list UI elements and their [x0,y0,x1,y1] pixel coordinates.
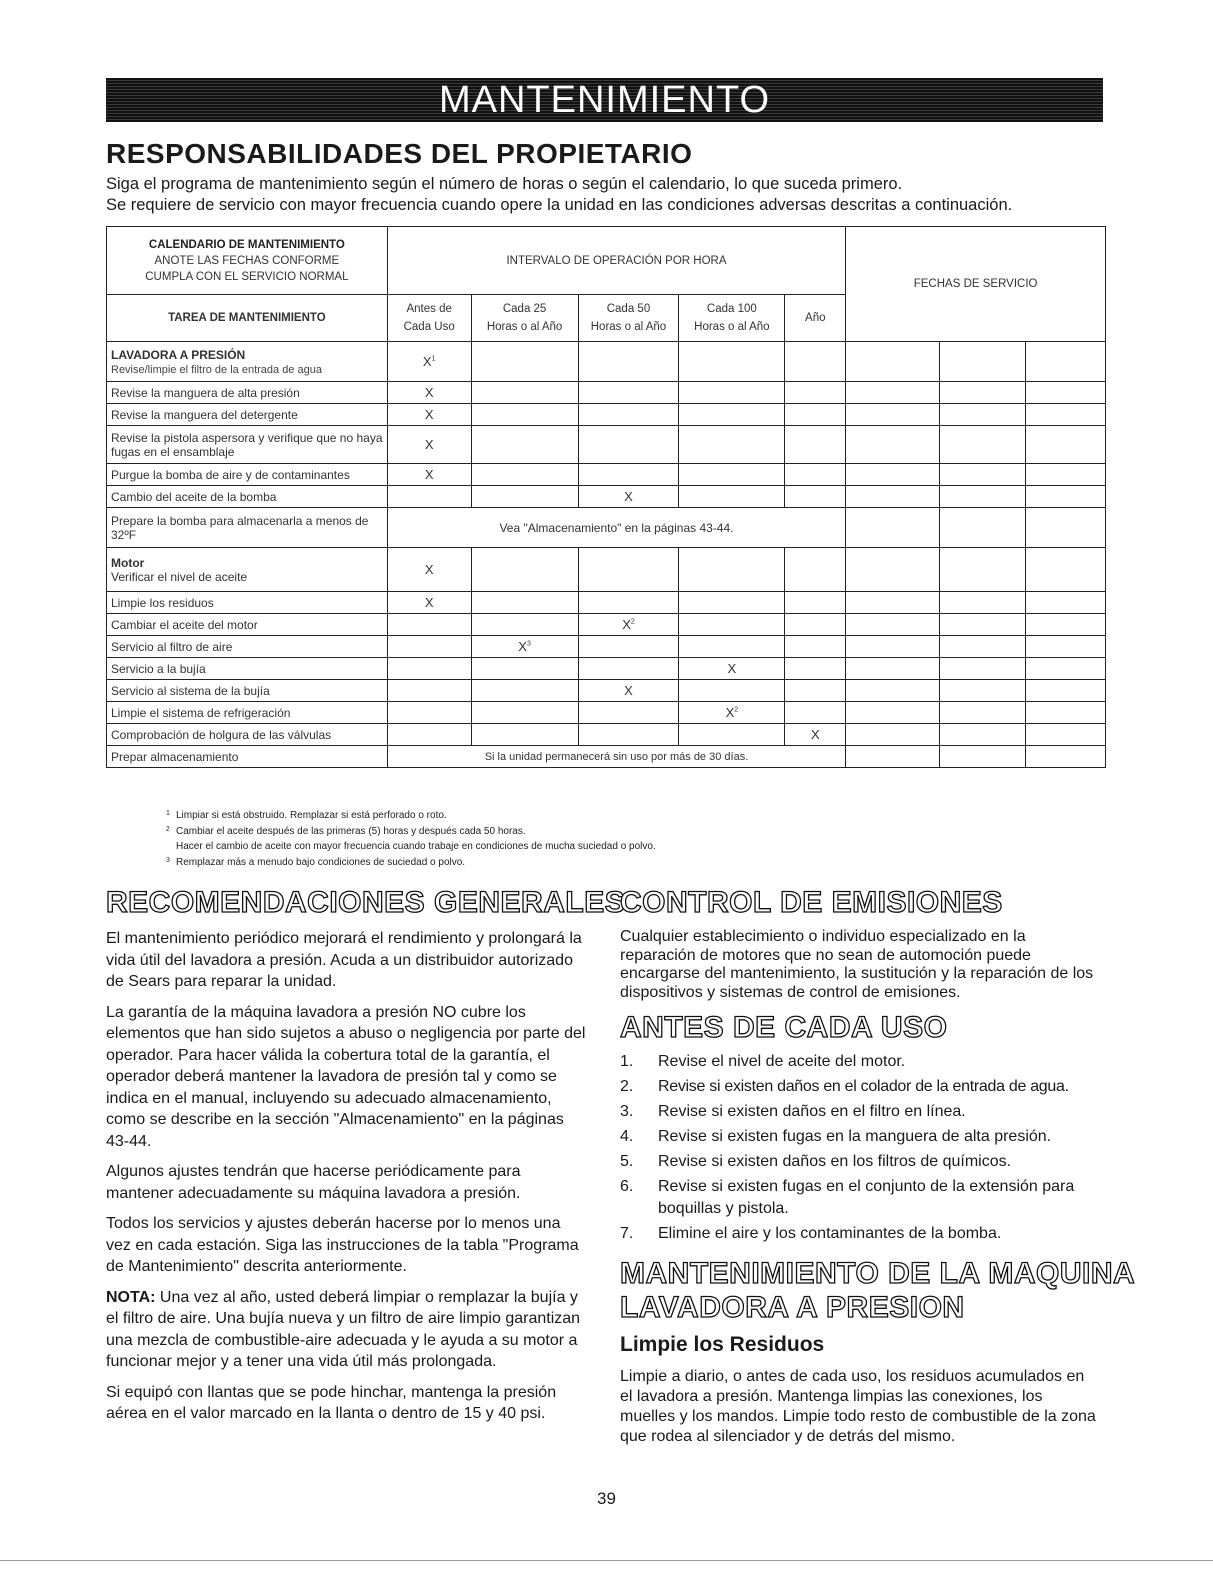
mark-x: X [387,382,471,404]
mark [578,614,679,636]
mark-x: X [387,426,471,464]
emissions-paragraph: Cualquier establecimiento o individuo especializado en la reparación de motores que no sean de automoción puede encargarse del mantenimiento, la sustitución y la reparación de los dispositivos y sistemas de control de emisiones. [620,928,1094,1001]
task-label: Limpie los residuos [107,592,388,614]
step-number: 7. [620,1225,634,1242]
footnote-text: Hacer el cambio de aceite con mayor frecuencia cuando trabaje en condiciones de mucha suciedad o polvo. [176,841,656,852]
footnote-text: Cambiar el aceite después de las primeras (5) horas y después cada 50 horas. [176,825,526,837]
task-label: Purgue la bomba de aire y de contaminantes [107,464,388,486]
general-paragraph: Algunos ajustes tendrán que hacerse periódicamente para mantener adecuadamente su máquina lavadora a presión. [106,1163,521,1202]
task-label: Revise la manguera del detergente [107,404,388,426]
list-item [620,1176,1120,1220]
emissions-body [620,928,1100,1011]
list-item [620,1051,1120,1073]
general-paragraph: El mantenimiento periódico mejorará el rendimiento y prolongará la vida útil del lavadora a presión. Acuda a un distribuidor autorizado de Sears para reparar la unidad. [106,930,582,990]
mark-x: X [387,548,471,592]
mark-x: X [679,658,785,680]
col-100h [679,295,785,342]
list-item [620,1223,1120,1245]
task-label: Servicio al filtro de aire [107,636,388,658]
mark-x: X [725,705,735,720]
machine-heading-line2: LAVADORA A PRESION [620,1291,965,1324]
row-note: Si la unidad permanecerá sin uso por más de 30 días. [387,746,846,768]
mark-x: X [518,639,527,654]
section-washer: LAVADORA A PRESIÓN [111,347,246,362]
mark-x: X [387,592,471,614]
section-motor: Motor [111,555,145,570]
mark-x: X [387,404,471,426]
task-label: Revise la manguera de alta presión [107,382,388,404]
col-50h-l2: Horas o al Año [590,321,667,333]
col-before-use-l2: Cada Uso [403,321,455,333]
col-before-use-l1: Antes de [406,303,452,315]
machine-body [620,1367,1100,1456]
general-paragraph: Todos los servicios y ajustes deberán hacerse por lo menos una vez en cada estación. Siga las instrucciones de la tabla "Programa de Mantenimiento" descrita anteriormente. [106,1215,579,1275]
row-note: Vea "Almacenamiento" en la páginas 43-44. [387,508,846,548]
bottom-rule [0,1560,1213,1561]
task-label: Servicio al sistema de la bujía [107,680,388,702]
col-50h [578,295,679,342]
mark-x: X [622,617,631,632]
step-text: Revise si existen fugas en la manguera de alta presión. [658,1128,1052,1145]
task-label: Cambiar el aceite del motor [107,614,388,636]
footnotes [166,808,656,870]
col-year: Año [785,295,846,342]
owner-intro [106,174,1106,216]
mark-x: X [785,724,846,746]
note-label: NOTA: [106,1288,156,1306]
task-label: Servicio a la bujía [107,658,388,680]
machine-heading-line1: MANTENIMIENTO DE LA MAQUINA [620,1257,1136,1290]
step-text: Revise el nivel de aceite del motor. [658,1053,906,1070]
footnote-marker: 1 [166,810,170,817]
task-header: TAREA DE MANTENIMIENTO [107,295,388,342]
col-25h-l1: Cada 25 [502,303,547,315]
col-25h [471,295,578,342]
mark [679,702,785,724]
mark-sup: 2 [630,618,635,626]
before-use-heading: ANTES DE CADA USO [620,1011,948,1044]
interval-header: INTERVALO DE OPERACIÓN POR HORA [387,227,846,295]
step-text: Revise si existen daños en el filtro en línea. [658,1103,966,1120]
footnote-text: Remplazar más a menudo bajo condiciones de suciedad o polvo. [176,856,466,868]
calendar-header [107,227,388,295]
step-text: Revise si existen daños en los filtros de químicos. [658,1153,1012,1170]
mark [387,342,471,382]
list-item [620,1126,1120,1148]
step-text: Revise si existen daños en el colador de la entrada de agua. [658,1078,1069,1095]
intro-line-1: Siga el programa de mantenimiento según el número de horas o según el calendario, lo que suceda primero. [106,175,903,193]
general-paragraph: Si equipó con llantas que se pode hinchar, mantenga la presión aérea en el valor marcado en la llanta o dentro de 15 y 40 psi. [106,1383,557,1422]
clean-debris-subheading: Limpie los Residuos [620,1333,825,1356]
step-number: 4. [620,1128,634,1145]
step-number: 5. [620,1153,634,1170]
col-25h-l2: Horas o al Año [486,321,563,333]
owner-heading: RESPONSABILIDADES DEL PROPIETARIO [106,138,693,169]
table-row-task [107,342,388,382]
task-label: Revise la pistola aspersora y verifique que no haya fugas en el ensamblaje [107,426,388,464]
step-number: 6. [620,1178,634,1195]
banner-title: MANTENIMIENTO [438,78,771,121]
footnote-marker: 3 [166,856,170,864]
step-text: Revise si existen fugas en el conjunto de la extensión para boquillas y pistola. [658,1178,1075,1217]
section-banner [106,78,1103,122]
mark [471,636,578,658]
machine-paragraph: Limpie a diario, o antes de cada uso, los residuos acumulados en el lavadora a presión. Mantenga limpias las conexiones, los muelles y los mandos. Limpie todo resto de combustible de la zona que rodea al silenciador y de detrás del mismo. [620,1368,1096,1445]
mark-sup: 2 [734,706,739,714]
intro-line-2: Se requiere de servicio con mayor frecuencia cuando opere la unidad en las condiciones adversas descritas a continuación. [106,196,1013,214]
table-row-task [107,548,388,592]
col-100h-l2: Horas o al Año [694,321,770,333]
mark-sup: 3 [526,640,531,648]
task-label: Prepare la bomba para almacenarla a menos de 32ºF [107,508,388,548]
col-100h-l1: Cada 100 [706,303,757,315]
calendar-header-title: CALENDARIO DE MANTENIMIENTO [148,238,345,251]
list-item [620,1101,1120,1123]
task-label: Prepar almacenamiento [107,746,388,768]
task-label: Limpie el sistema de refrigeración [107,702,388,724]
step-number: 3. [620,1103,634,1120]
mark-x: X [578,486,679,508]
general-note [106,1287,588,1373]
mark-x: X [422,354,432,369]
step-number: 1. [620,1053,634,1070]
note-text: Una vez al año, usted deberá limpiar o remplazar la bujía y el filtro de aire. Una bujía nueva y un filtro de aire limpio garantizan una mezcla de combustible-aire adecuada y le ayuda a su motor a funcionar mejor y a tener una vida útil más prolongada. [106,1288,581,1370]
calendar-header-line3: CUMPLA CON EL SERVICIO NORMAL [145,270,349,283]
task-label: Comprobación de holgura de las válvulas [107,724,388,746]
before-use-steps [620,1051,1120,1248]
mark-x: X [387,464,471,486]
service-dates-header: FECHAS DE SERVICIO [846,227,1106,342]
footnote-marker: 2 [166,825,170,833]
calendar-header-line2: ANOTE LAS FECHAS CONFORME [154,254,340,267]
task-label: Verificar el nivel de aceite [111,569,248,584]
general-heading: RECOMENDACIONES GENERALES [106,886,626,919]
page-number: 39 [597,1489,616,1508]
col-50h-l1: Cada 50 [606,303,651,315]
step-text: Elimine el aire y los contaminantes de la bomba. [658,1225,1002,1242]
list-item [620,1151,1120,1173]
step-number: 2. [620,1078,634,1095]
general-body [106,928,588,1434]
emissions-heading: CONTROL DE EMISIONES [620,886,1003,919]
task-label: Cambio del aceite de la bomba [107,486,388,508]
maintenance-schedule-table [106,226,1106,768]
list-item [620,1076,1120,1098]
mark-x: X [578,680,679,702]
general-paragraph: La garantía de la máquina lavadora a presión NO cubre los elementos que han sido sujetos a abuso o negligencia por parte del operador. Para hacer válida la cobertura total de la garantía, el operador deberá mantener la lavadora de presión tal y como se indica en el manual, incluyendo su adecuado almacenamiento, como se describe en la sección "Almacenamiento" en la páginas 43-44. [106,1003,586,1150]
task-label: Revise/limpie el filtro de la entrada de agua [111,363,322,376]
mark-sup: 1 [431,355,436,363]
footnote-text: Limpiar si está obstruido. Remplazar si está perforado o roto. [176,810,447,821]
col-before-use [387,295,471,342]
